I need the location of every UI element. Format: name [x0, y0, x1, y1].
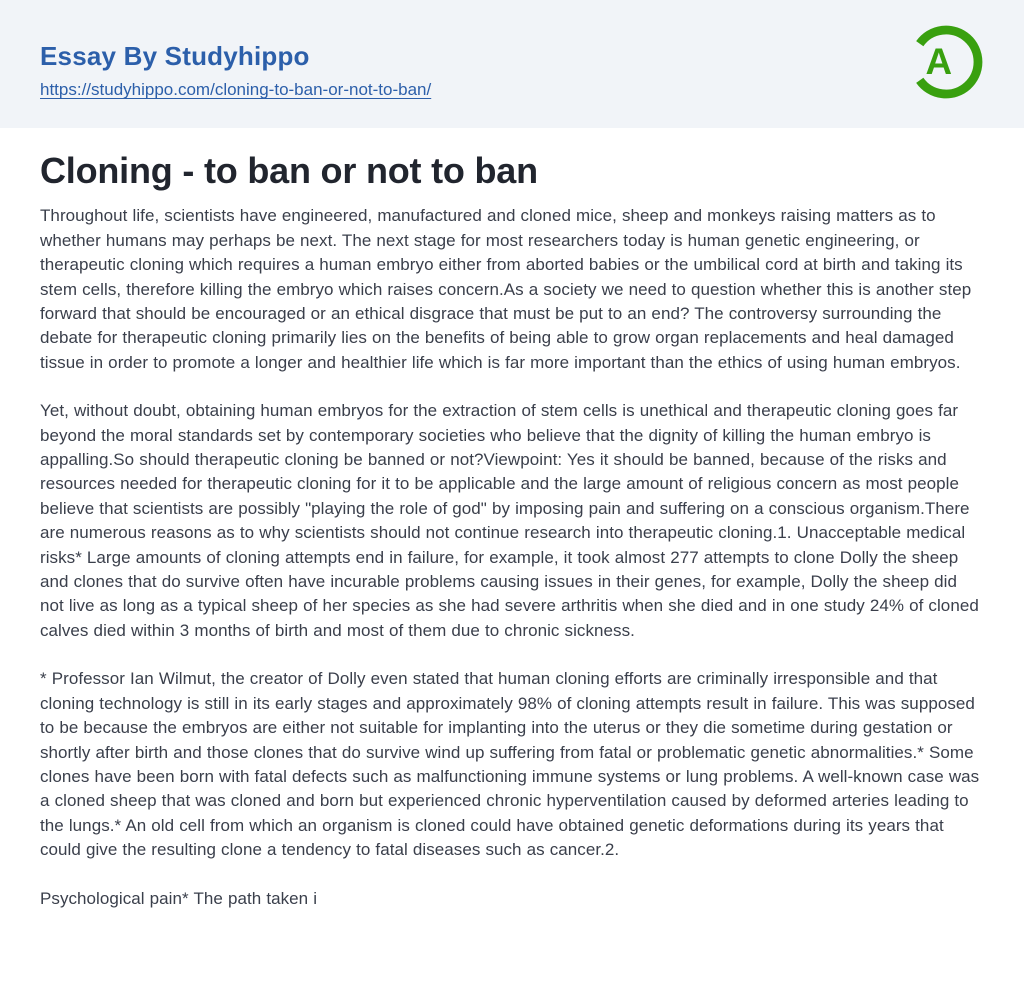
site-title-link[interactable]: Essay By Studyhippo — [40, 40, 310, 71]
studyhippo-logo-icon — [906, 16, 986, 108]
logo-letter: A — [925, 41, 953, 82]
essay-paragraph-2: Yet, without doubt, obtaining human embryos for the extraction of stem cells is unethical and therapeutic cloning goes far beyond the moral standards set by contemporary societies who believe that the dignity of killing the human embryo is appalling.So should therapeutic cloning be banned or not?Viewpoint: Yes it should be banned, because of the risks and resources needed for therapeutic cloning for it to be applicable and the large amount of religious concern as most people believe that scientists are possibly "playing the role of god" by imposing pain and suffering on a conscious organism.There are numerous reasons as to why scientists should not continue research into therapeutic cloning.1. Unacceptable medical risks* Large amounts of cloning attempts end in failure, for example, it took almost 277 attempts to clone Dolly the sheep and clones that do survive often have incurable problems causing issues in their genes, for example, Dolly the sheep did not live as long as a typical sheep of her species as she had severe arthritis when she died and in one study 24% of cloned calves died within 3 months of birth and most of them due to chronic sickness. — [40, 401, 979, 640]
essay-paragraph-1: Throughout life, scientists have engineered, manufactured and cloned mice, sheep and monkeys raising matters as to whether humans may perhaps be next. The next stage for most researchers today is human genetic engineering, or therapeutic cloning which requires a human embryo either from aborted babies or the umbilical cord at birth and taking its stem cells, therefore killing the embryo which raises concern.As a society we need to question whether this is another step forward that should be encouraged or an ethical disgrace that must be put to an end? The controversy surrounding the debate for therapeutic cloning primarily lies on the benefits of being able to grow organ replacements and heal damaged tissue in order to promote a longer and healthier life which is far more important than the ethics of using human embryos. — [40, 206, 972, 372]
page-title: Cloning - to ban or not to ban — [40, 150, 538, 191]
essay-article — [0, 128, 1024, 911]
page-header — [0, 0, 1024, 128]
essay-paragraph-3: * Professor Ian Wilmut, the creator of Dolly even stated that human cloning efforts are criminally irresponsible and that cloning technology is still in its early stages and approximately 98% of cloning attempts result in failure. This was supposed to be because the embryos are either not suitable for implanting into the uterus or they die sometime during gestation or shortly after birth and those clones that do survive wind up suffering from fatal or problematic genetic abnormalities.* Some clones have been born with fatal defects such as malfunctioning immune systems or lung problems. A well-known case was a cloned sheep that was cloned and born but experienced chronic hyperventilation caused by deformed arteries leading to the lungs.* An old cell from which an organism is cloned could have obtained genetic deformations during its years that could give the resulting clone a tendency to fatal diseases such as cancer.2. — [40, 669, 980, 860]
page-url-link[interactable]: https://studyhippo.com/cloning-to-ban-or-not-to-ban/ — [40, 80, 432, 100]
essay-paragraph-4: Psychological pain* The path taken i — [40, 888, 318, 908]
header-text-block — [40, 28, 431, 101]
